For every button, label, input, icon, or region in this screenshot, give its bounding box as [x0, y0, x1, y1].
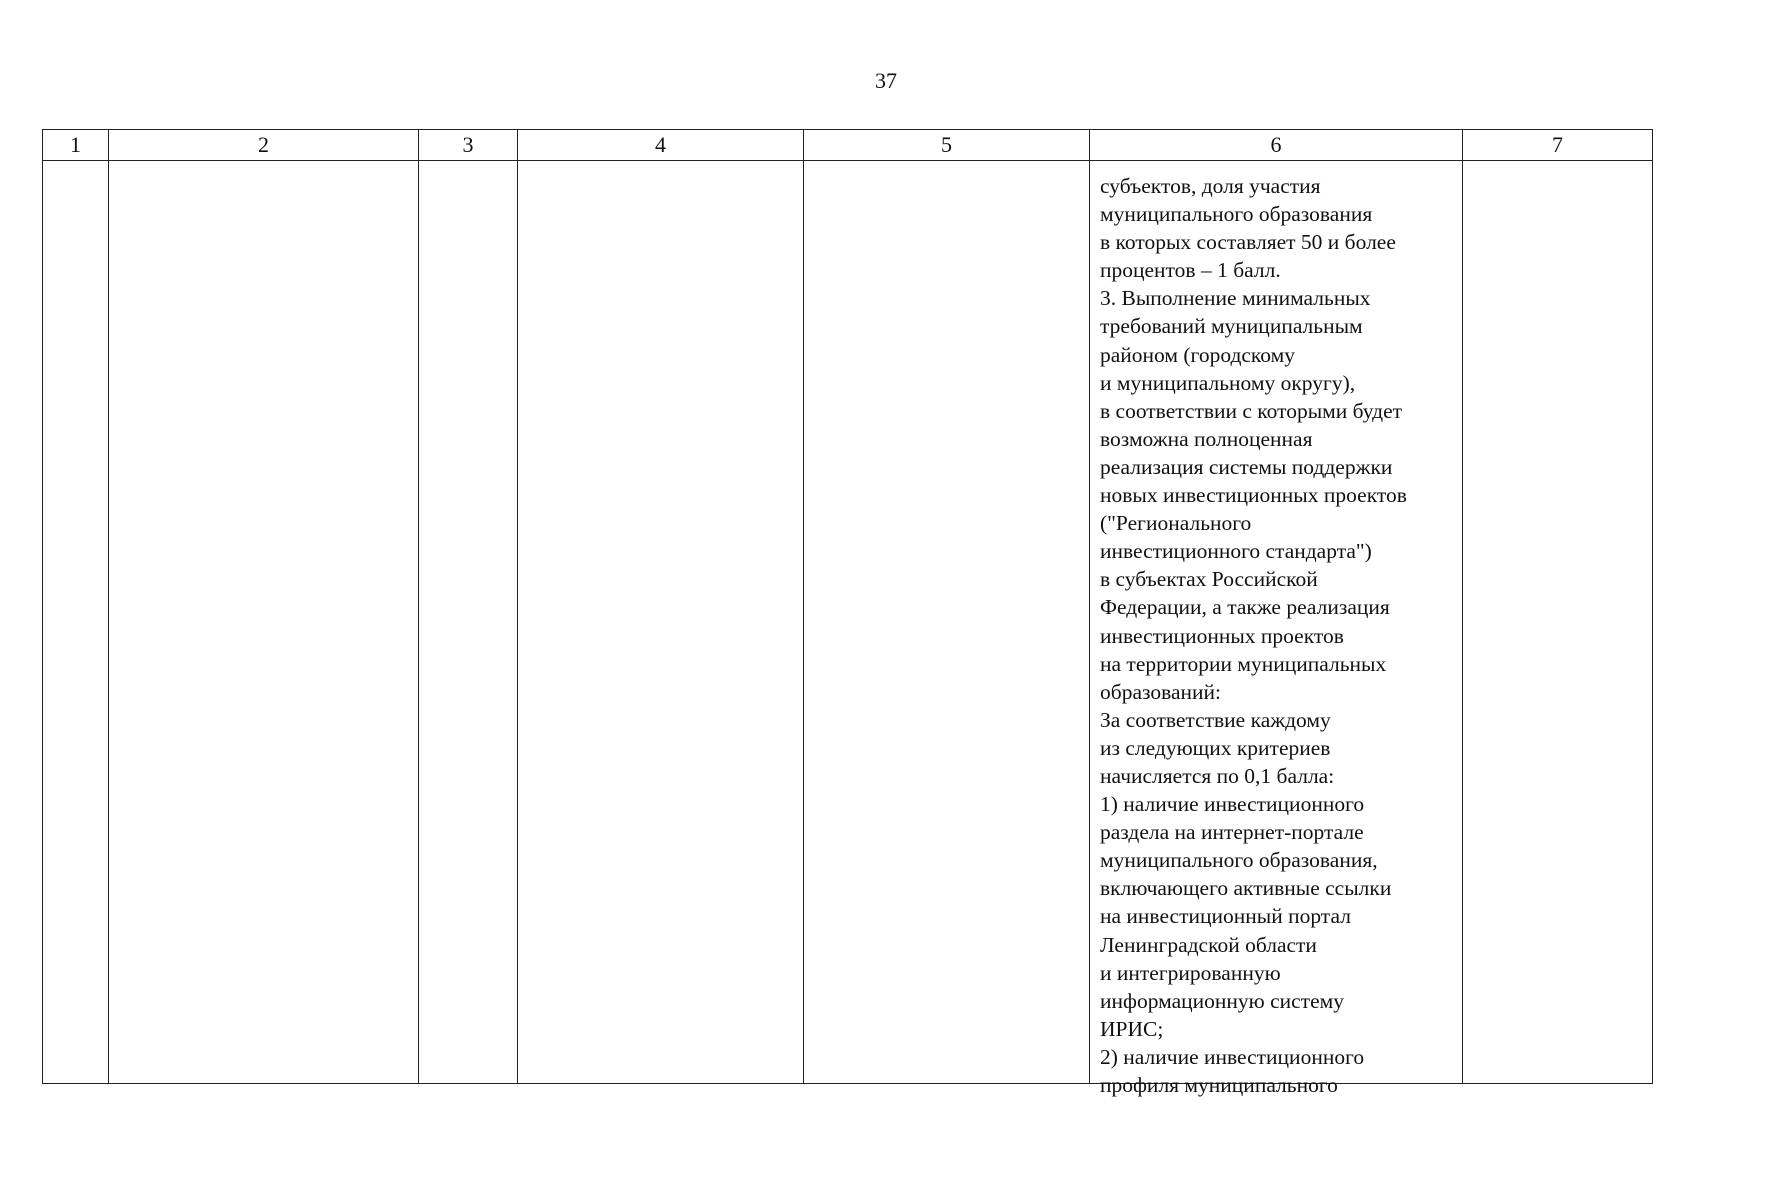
table-cell-col6: [1090, 161, 1463, 1097]
table-cell-col4: [518, 161, 804, 1084]
column-header-4: 4: [518, 130, 804, 161]
criteria-text: субъектов, доля участия муниципального образования в которых составляет 50 и более процентов – 1 балл. 3. Выполнение минимальных требований муниципальным районом (городскому и муниципальному округу), в соответствии с которыми будет возможна полноценная реализация системы поддержки новых инвестиционных проектов ("Регионального инвестиционного стандарта") в субъектах Российской Федерации, а также реализация инвестиционных проектов на территории муниципальных образований: За соответствие каждому из следующих критериев начисляется по 0,1 балла: 1) наличие инвестиционного раздела на интернет-портале муниципального образования, включающего активные ссылки на инвестиционный портал Ленинградской области и интегрированную информационную систему ИРИС; 2) наличие инвестиционного профиля муниципального: [1100, 174, 1407, 1097]
column-header-6: 6: [1090, 130, 1463, 161]
page-number: 37: [875, 68, 897, 93]
column-header-1: 1: [43, 130, 109, 161]
header-row: [43, 130, 1653, 161]
column-header-2: 2: [109, 130, 419, 161]
column-header-3: 3: [419, 130, 518, 161]
document-table: [42, 129, 1653, 1097]
table-cell-col3: [419, 161, 518, 1084]
table-cell-col7: [1463, 161, 1653, 1084]
table-cell-col1: [43, 161, 109, 1084]
column-header-5: 5: [804, 130, 1090, 161]
table-cell-col5: [804, 161, 1090, 1084]
column-header-7: 7: [1463, 130, 1653, 161]
table-row: [43, 161, 1653, 1084]
table-cell-col2: [109, 161, 419, 1084]
